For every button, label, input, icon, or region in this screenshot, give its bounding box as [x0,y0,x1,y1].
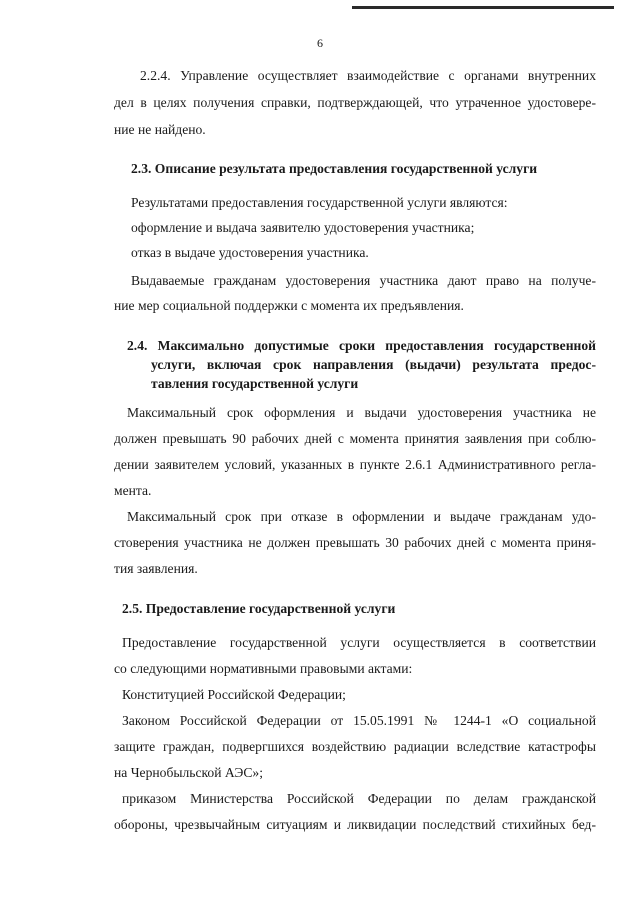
scan-edge-line [352,6,614,9]
order-line-1: приказом Министерства Российской Федерации по делам гражданской [122,791,596,806]
heading-2-4-line-1: 2.4. Максимально допустимые сроки предоставления государственной [127,338,596,353]
law-line-1: Законом Российской Федерации от 15.05.1991 № 1244-1 «О социальной [122,713,596,728]
para-max-line-3: дении заявителем условий, указанных в пункте 2.6.1 Административного регла- [114,457,596,472]
order-line-2: обороны, чрезвычайным ситуациям и ликвидации последствий стихийных бед- [114,817,596,832]
para-max-line-4: мента. [114,483,152,498]
para-refuse-line-3: тия заявления. [114,561,198,576]
heading-2-4-line-3: тавления государственной услуги [151,376,359,391]
para-224-line-3: ние не найдено. [114,122,206,137]
para-224-line-1: 2.2.4. Управление осуществляет взаимодействие с органами внутренних [140,68,596,83]
law-line-2: защите граждан, подвергшихся воздействию радиации вследствие катастрофы [114,739,596,754]
para-issued-line-2: ние мер социальной поддержки с момента их предъявления. [114,298,464,313]
para-refuse-line-1: Максимальный срок при отказе в оформлении и выдаче гражданам удо- [127,509,596,524]
heading-2-3: 2.3. Описание результата предоставления государственной услуги [131,161,538,176]
result-line-3: отказ в выдаче удостоверения участника. [131,245,369,260]
para-max-line-2: должен превышать 90 рабочих дней с момента принятия заявления при соблю- [114,431,596,446]
para-refuse-line-2: стоверения участника не должен превышать 30 рабочих дней с момента приня- [114,535,596,550]
result-line-1: Результатами предоставления государственной услуги являются: [131,195,508,210]
constitution-line: Конституцией Российской Федерации; [122,687,346,702]
para-issued-line-1: Выдаваемые гражданам удостоверения участника дают право на получе- [131,273,596,288]
result-line-2: оформление и выдача заявителю удостоверения участника; [131,220,475,235]
heading-2-4-line-2: услуги, включая срок направления (выдачи) результата предос- [151,357,596,372]
para-provision-line-1: Предоставление государственной услуги осуществляется в соответствии [122,635,596,650]
law-line-3: на Чернобыльской АЭС»; [114,765,263,780]
para-max-line-1: Максимальный срок оформления и выдачи удостоверения участника не [127,405,596,420]
para-provision-line-2: со следующими нормативными правовыми актами: [114,661,413,676]
para-224-line-2: дел в целях получения справки, подтверждающей, что утраченное удостовере- [114,95,596,110]
heading-2-5: 2.5. Предоставление государственной услуги [122,601,396,616]
page-number: 6 [317,36,323,50]
